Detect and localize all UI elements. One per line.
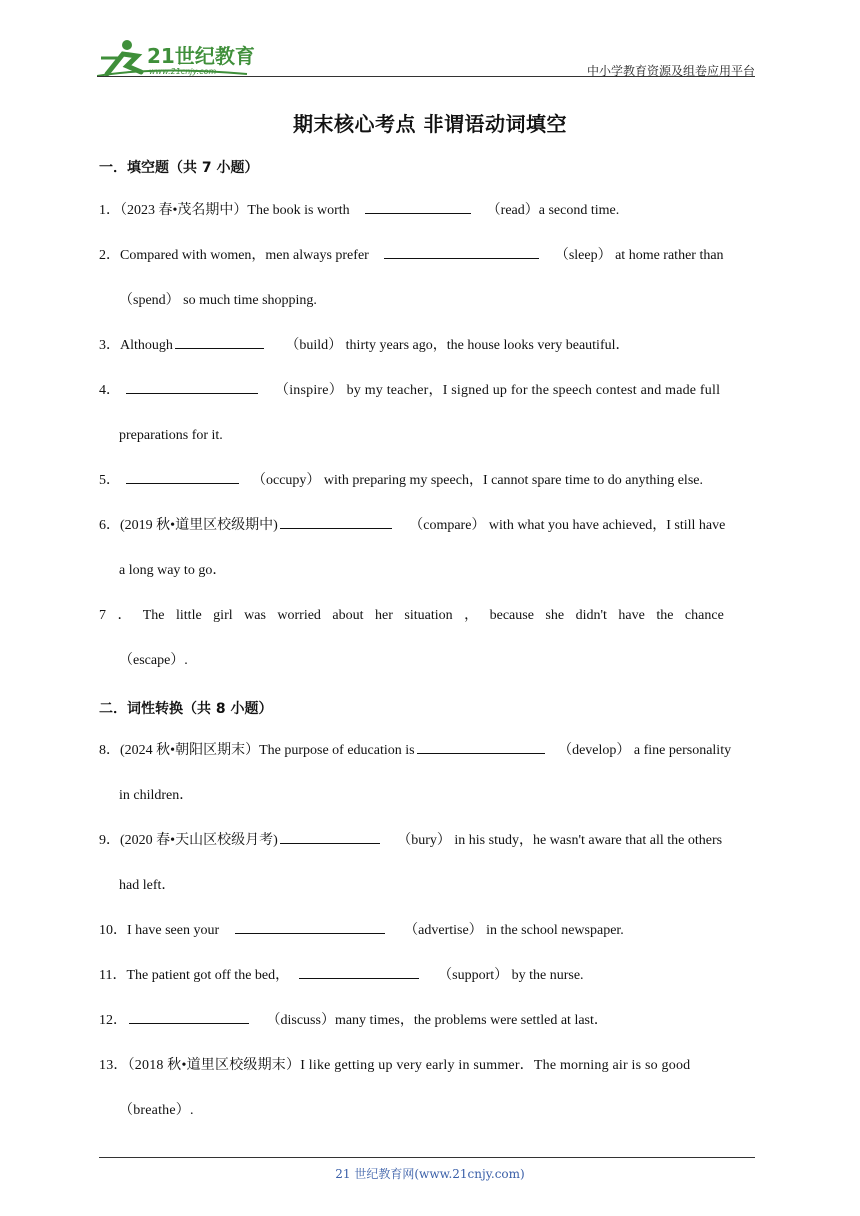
question-8: 8．(2024 秋•朝阳区期末）The purpose of education is （develop） a fine personality in children． [99,728,763,818]
question-11: 11．The patient got off the bed， （support） by the nurse. [99,953,763,998]
question-6: 6．(2019 秋•道里区校级期中) （compare） with what you have achieved，I still have a long way to go． [99,503,763,593]
answer-blank[interactable] [126,378,258,394]
answer-blank[interactable] [280,513,392,529]
answer-blank[interactable] [129,1008,249,1024]
question-2: 2．Compared with women，men always prefer （sleep） at home rather than （spend） so much time shopping. [99,233,763,323]
question-5: 5． （occupy） with preparing my speech，I cannot spare time to do anything else. [99,458,763,503]
footer-divider [99,1157,755,1158]
question-7: 7 ． The little girl was worried about her situation ， because she didn't have the chance （escape）. [99,608,724,668]
question-1: 1．（2023 春•茂名期中）The book is worth （read）a second time. [99,188,763,233]
answer-blank[interactable] [417,738,545,754]
logo-21cnjy [97,36,267,78]
question-9: 9．(2020 春•天山区校级月考) （bury） in his study，he wasn't aware that all the others had left． [99,818,763,908]
answer-blank[interactable] [299,963,419,979]
svg-text:21世纪教育: 21世纪教育 [147,44,255,68]
answer-blank[interactable] [280,828,380,844]
answer-blank[interactable] [126,468,239,484]
section-heading-word-forms: 二．词性转换（共 8 小题） [99,701,273,717]
question-12: 12． （discuss）many times，the problems were settled at last． [99,998,763,1043]
answer-blank[interactable] [235,918,385,934]
section-heading-fill: 一．填空题（共 7 小题） [99,160,259,176]
question-13: 13．（2018 秋•道里区校级期末）I like getting up very early in summer．The morning air is so good （breathe）. [99,1058,691,1118]
answer-blank[interactable] [175,333,264,349]
page-header [97,36,755,80]
svg-text:www.21cnjy.com: www.21cnjy.com [149,67,217,76]
question-3: 3．Although （build） thirty years ago，the house looks very beautiful． [99,323,763,368]
header-divider [97,76,755,77]
answer-blank[interactable] [384,243,539,259]
footer-link[interactable]: 21 世纪教育网(www.21cnjy.com) [335,1167,525,1181]
header-site-name: 中小学教育资源及组卷应用平台 [586,64,755,78]
question-10: 10．I have seen your （advertise） in the school newspaper. [99,908,763,953]
answer-blank[interactable] [365,198,471,214]
page-title: 期末核心考点 非谓语动词填空 [293,112,567,136]
question-4: 4． （inspire） by my teacher，I signed up for the speech contest and made full preparations for it. [99,368,763,458]
